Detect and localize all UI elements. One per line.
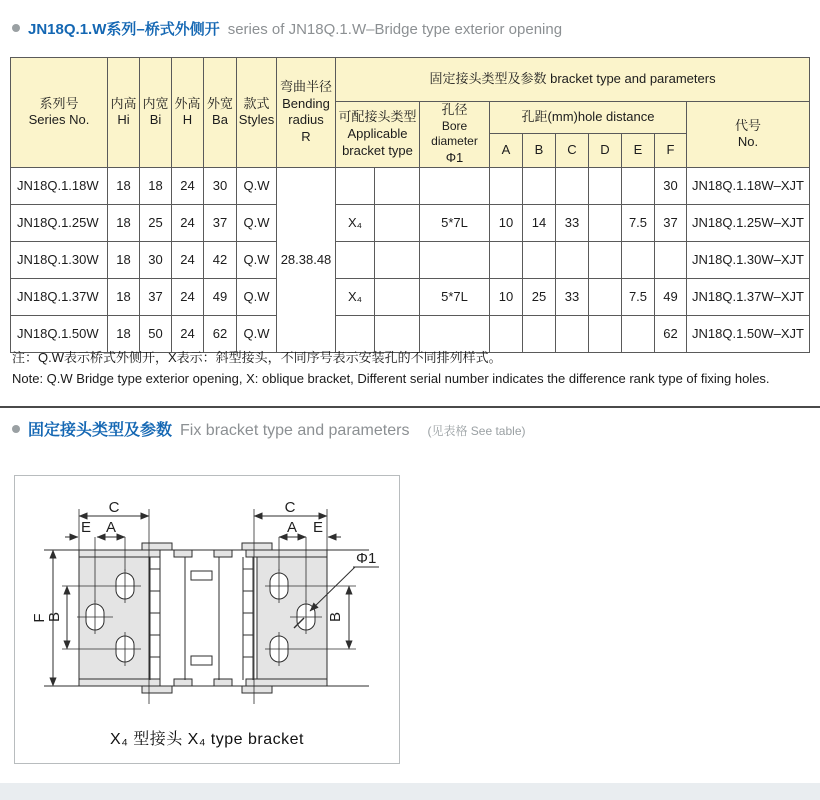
bullet-icon (12, 425, 20, 433)
cell-h: 24 (172, 241, 204, 278)
cell-dist-a (490, 241, 523, 278)
table-row (11, 204, 810, 241)
col-header-no: 代号 No. (687, 102, 810, 168)
col-header-a: A (490, 133, 523, 167)
section1-heading (12, 18, 562, 39)
col-header-bi: 内宽 Bi (140, 58, 172, 168)
cell-style: Q.W (237, 241, 277, 278)
col-header-e: E (622, 133, 655, 167)
dim-label-a-left: A (105, 519, 117, 536)
cell-hi: 18 (108, 204, 140, 241)
cell-bracket-type-2 (375, 167, 420, 204)
cell-bending-radius: 28.38.48 (277, 167, 336, 352)
section2-title-en: Fix bracket type and parameters (180, 422, 410, 439)
dim-label-b-left: B (46, 611, 63, 623)
cell-bracket-type (336, 167, 375, 204)
cell-dist-f (655, 241, 687, 278)
dim-label-b-right: B (327, 611, 344, 623)
cell-no: JN18Q.1.25W–XJT (687, 204, 810, 241)
cell-hi: 18 (108, 167, 140, 204)
cell-bore-diameter: 5*7L (420, 278, 490, 315)
col-header-hole-distance: 孔距(mm)hole distance (490, 102, 687, 134)
cell-style: Q.W (237, 167, 277, 204)
dim-label-f: F (31, 613, 48, 623)
cell-dist-f: 62 (655, 315, 687, 352)
cell-bracket-type-2 (375, 204, 420, 241)
see-table-note: (见表格 See table) (427, 424, 526, 438)
parameters-table (10, 57, 810, 353)
cell-dist-b (523, 241, 556, 278)
cell-series: JN18Q.1.18W (11, 167, 108, 204)
cell-bracket-type (336, 241, 375, 278)
col-header-d: D (589, 133, 622, 167)
cell-style: Q.W (237, 278, 277, 315)
group-header-bracket: 固定接头类型及参数 bracket type and parameters (336, 58, 810, 102)
cell-dist-e: 7.5 (622, 278, 655, 315)
cell-dist-a: 10 (490, 204, 523, 241)
table-row (11, 167, 810, 204)
cell-bi: 37 (140, 278, 172, 315)
cell-dist-d (589, 204, 622, 241)
section-divider (0, 406, 820, 408)
cell-series: JN18Q.1.50W (11, 315, 108, 352)
cell-bi: 18 (140, 167, 172, 204)
col-header-ba: 外宽 Ba (204, 58, 237, 168)
cell-hi: 18 (108, 315, 140, 352)
cell-dist-b (523, 167, 556, 204)
dim-label-phi: Φ1 (356, 550, 377, 567)
cell-no: JN18Q.1.50W–XJT (687, 315, 810, 352)
dim-label-c-left: C (108, 499, 120, 516)
cell-ba: 30 (204, 167, 237, 204)
cell-dist-e (622, 167, 655, 204)
cell-bore-diameter (420, 241, 490, 278)
cell-h: 24 (172, 204, 204, 241)
cell-hi: 18 (108, 278, 140, 315)
cell-dist-a (490, 167, 523, 204)
cell-dist-c (556, 167, 589, 204)
cell-dist-c: 33 (556, 204, 589, 241)
col-header-bore: 孔径 Bore diameter Φ1 (420, 102, 490, 168)
cell-dist-e: 7.5 (622, 204, 655, 241)
cell-dist-d (589, 241, 622, 278)
cell-bi: 30 (140, 241, 172, 278)
notes (12, 347, 770, 389)
parameters-table-wrap (10, 57, 810, 353)
cell-no: JN18Q.1.18W–XJT (687, 167, 810, 204)
section1-title-en: series of JN18Q.1.W–Bridge type exterior opening (227, 21, 563, 38)
diagram-caption: X₄ 型接头 X₄ type bracket (110, 731, 304, 748)
cell-series: JN18Q.1.25W (11, 204, 108, 241)
bracket-diagram-box (14, 475, 400, 764)
link-slots (191, 571, 212, 665)
cell-dist-c: 33 (556, 278, 589, 315)
bracket-diagram (15, 476, 399, 760)
cell-ba: 62 (204, 315, 237, 352)
table-body (11, 167, 810, 352)
cell-hi: 18 (108, 241, 140, 278)
table-row (11, 241, 810, 278)
col-header-radius: 弯曲半径 Bending radius R (277, 58, 336, 168)
cell-no: JN18Q.1.37W–XJT (687, 278, 810, 315)
dim-label-e-right: E (312, 519, 324, 536)
cell-dist-a: 10 (490, 278, 523, 315)
cell-bracket-type: X₄ (336, 204, 375, 241)
cell-bracket-type-2 (375, 278, 420, 315)
cell-ba: 42 (204, 241, 237, 278)
col-header-c: C (556, 133, 589, 167)
dim-label-a-right: A (286, 519, 298, 536)
cell-h: 24 (172, 278, 204, 315)
table-row (11, 278, 810, 315)
cell-bi: 50 (140, 315, 172, 352)
cell-style: Q.W (237, 315, 277, 352)
section2-title-zh: 固定接头类型及参数 (28, 422, 173, 439)
col-header-f: F (655, 133, 687, 167)
footer-band (0, 783, 820, 800)
cell-dist-f: 37 (655, 204, 687, 241)
col-header-styles: 款式 Styles (237, 58, 277, 168)
cell-dist-d (589, 167, 622, 204)
cell-h: 24 (172, 315, 204, 352)
col-header-hi: 内高 Hi (108, 58, 140, 168)
cell-dist-e (622, 241, 655, 278)
col-header-series: 系列号 Series No. (11, 58, 108, 168)
cell-bracket-type: X₄ (336, 278, 375, 315)
col-header-b: B (523, 133, 556, 167)
col-header-h: 外高 H (172, 58, 204, 168)
cell-bore-diameter (420, 167, 490, 204)
cell-bracket-type-2 (375, 241, 420, 278)
cell-no: JN18Q.1.30W–XJT (687, 241, 810, 278)
col-header-applicable: 可配接头类型 Applicable bracket type (336, 102, 420, 168)
cell-series: JN18Q.1.37W (11, 278, 108, 315)
cell-dist-f: 30 (655, 167, 687, 204)
cell-bi: 25 (140, 204, 172, 241)
note-zh: 注：Q.W表示桥式外侧开，X表示：斜型接头，不同序号表示安装孔的不同排列样式。 (12, 350, 502, 365)
cell-dist-b: 14 (523, 204, 556, 241)
cell-bore-diameter: 5*7L (420, 204, 490, 241)
cell-series: JN18Q.1.30W (11, 241, 108, 278)
cell-h: 24 (172, 167, 204, 204)
dim-label-e-left: E (80, 519, 92, 536)
cell-ba: 37 (204, 204, 237, 241)
plates (79, 543, 327, 693)
cell-dist-b: 25 (523, 278, 556, 315)
note-en: Note: Q.W Bridge type exterior opening, X: oblique bracket, Different serial number indicates the difference rank type of fixing holes. (12, 371, 770, 386)
cell-ba: 49 (204, 278, 237, 315)
cell-dist-c (556, 241, 589, 278)
dim-label-c-right: C (284, 499, 296, 516)
section1-title-zh: JN18Q.1.W系列–桥式外侧开 (28, 21, 220, 38)
cell-style: Q.W (237, 204, 277, 241)
cell-dist-f: 49 (655, 278, 687, 315)
cell-dist-d (589, 278, 622, 315)
section2-heading (12, 417, 526, 440)
bullet-icon (12, 24, 20, 32)
